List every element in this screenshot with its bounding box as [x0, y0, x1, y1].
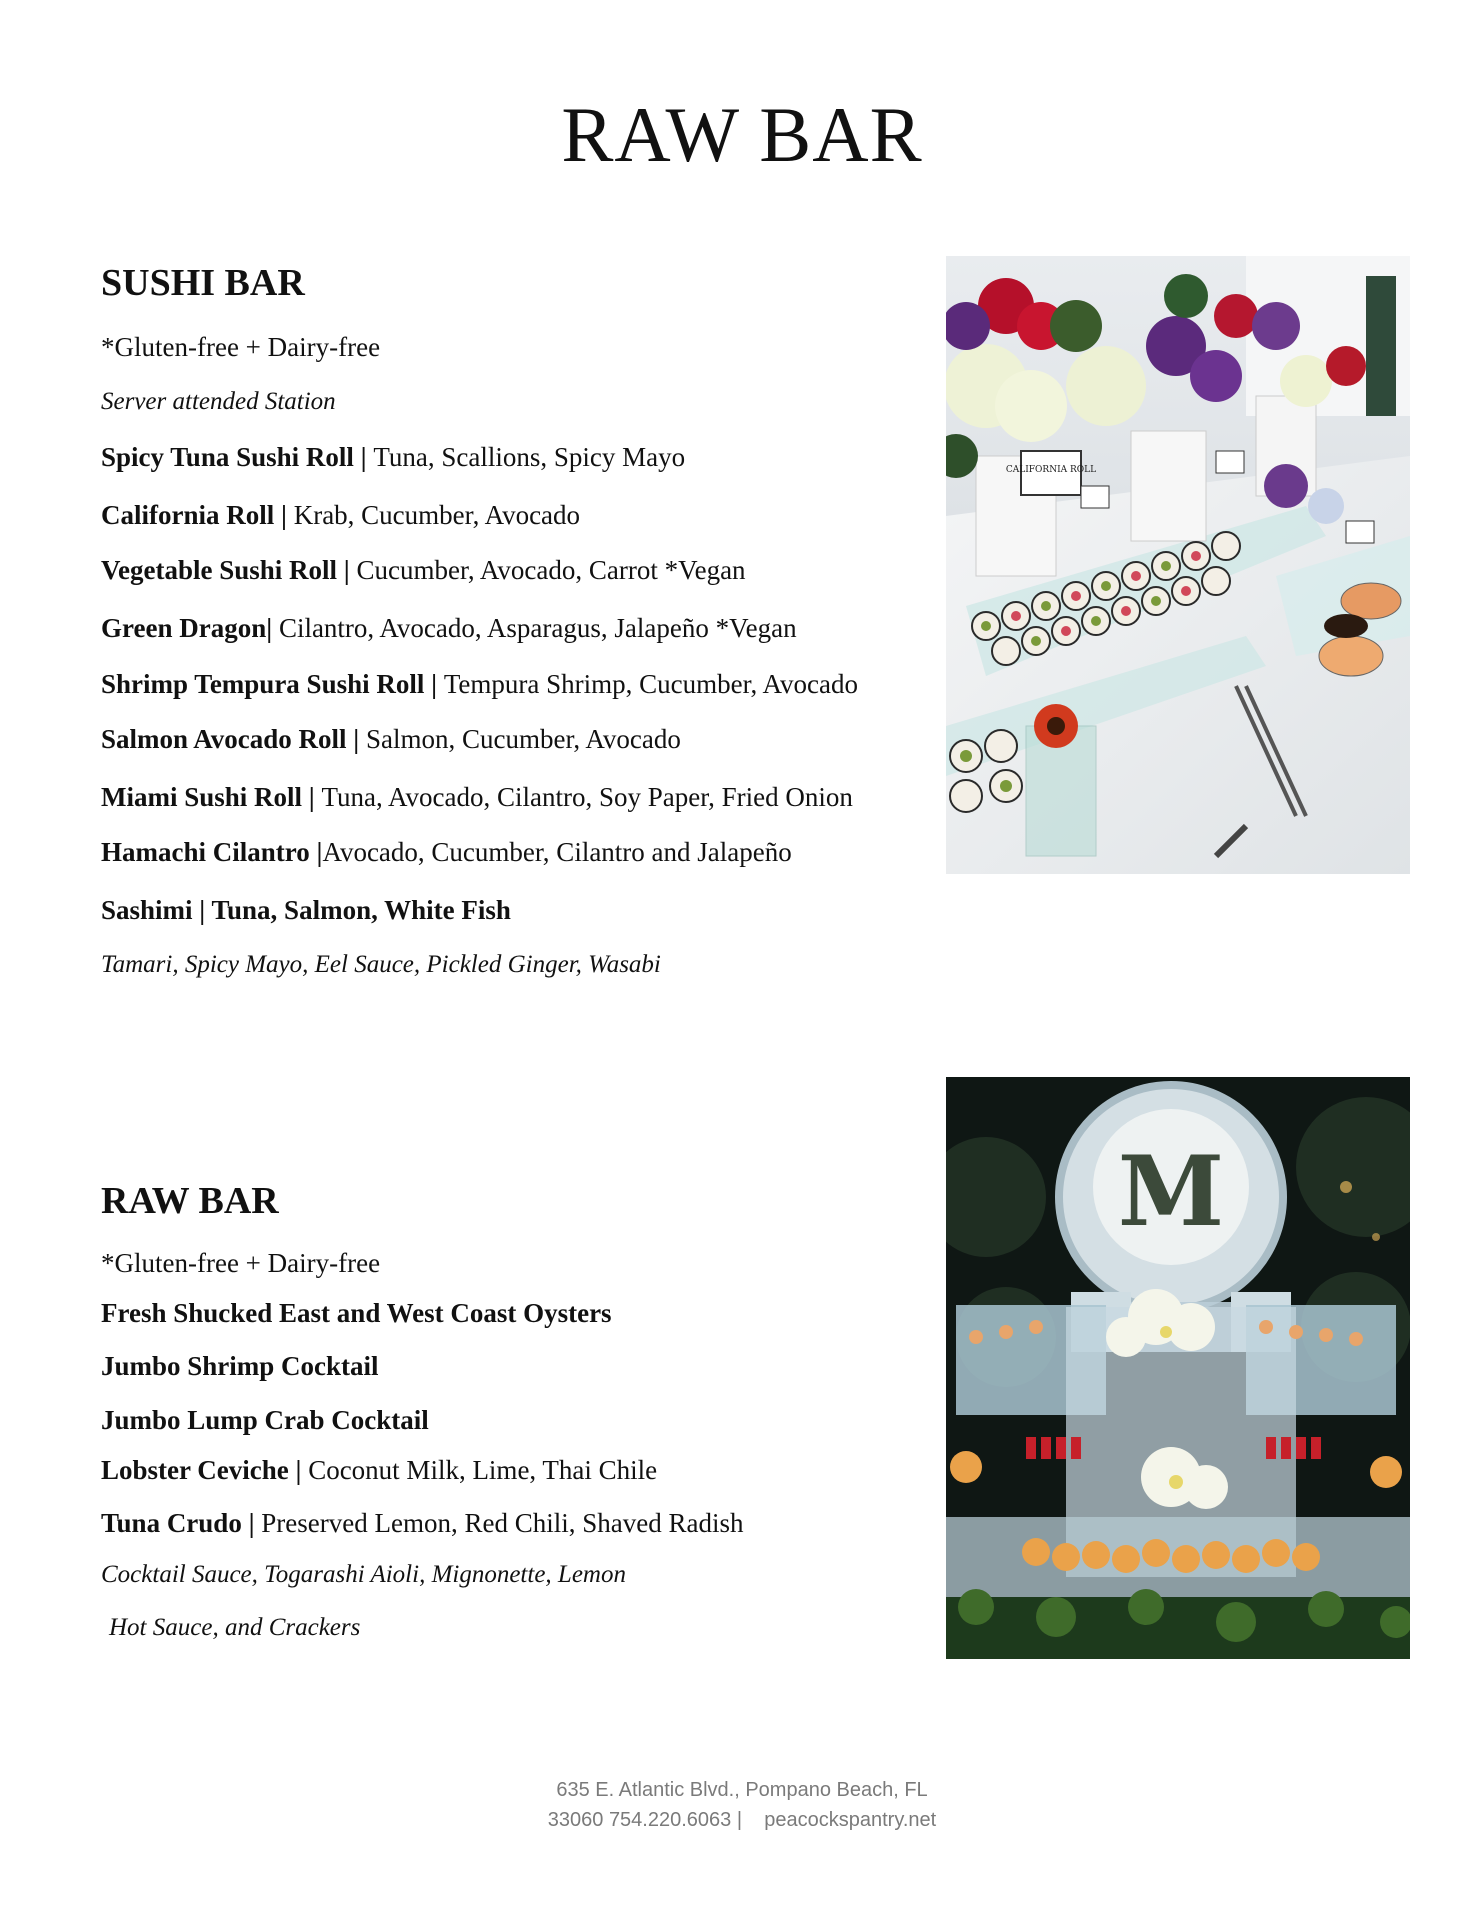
menu-item: [101, 1353, 379, 1380]
menu-item: [101, 784, 853, 811]
menu-item-separator: |: [288, 1455, 309, 1485]
menu-item-name: Fresh Shucked East and West Coast Oysters: [101, 1298, 612, 1328]
sushi-sign-text: CALIFORNIA ROLL: [1005, 465, 1097, 475]
menu-item-name: Shrimp Tempura Sushi Roll: [101, 669, 425, 699]
menu-item-description: Cucumber, Avocado, Carrot *Vegan: [356, 555, 746, 585]
menu-item: [101, 726, 681, 753]
menu-item-name: Salmon Avocado Roll: [101, 724, 347, 754]
page-title: RAW BAR: [561, 91, 923, 178]
menu-item-separator: |: [241, 1508, 262, 1538]
menu-item-name: Vegetable Sushi Roll: [101, 555, 338, 585]
menu-item-description: Avocado, Cucumber, Cilantro and Jalapeño: [322, 837, 792, 867]
raw-bar-heading: RAW BAR: [101, 1180, 279, 1222]
menu-item-separator: |: [337, 555, 357, 585]
menu-item-description: Tuna, Scallions, Spicy Mayo: [373, 442, 686, 472]
menu-item: [101, 839, 792, 866]
menu-item-name: California Roll: [101, 500, 275, 530]
sushi-bar-section: [101, 262, 921, 982]
menu-item-description: Salmon, Cucumber, Avocado: [365, 724, 681, 754]
menu-item-name: Jumbo Lump Crab Cocktail: [101, 1405, 429, 1435]
menu-item: [101, 1300, 612, 1327]
ice-logo-letter: M: [1117, 1135, 1225, 1248]
menu-item-description: Tuna, Avocado, Cilantro, Soy Paper, Fried Onion: [321, 782, 853, 812]
menu-item-description: Coconut Milk, Lime, Thai Chile: [308, 1455, 658, 1485]
menu-item-name: Tuna Crudo: [101, 1508, 242, 1538]
menu-item: [101, 502, 580, 529]
sushi-dietary-note: *Gluten-free + Dairy-free: [101, 332, 381, 362]
raw-bar-ice-sculpture-photo: [946, 1077, 1410, 1659]
raw-condiments-line2: Hot Sauce, and Crackers: [109, 1614, 361, 1641]
menu-item-description: Cilantro, Avocado, Asparagus, Jalapeño *Vegan: [278, 613, 797, 643]
menu-item-separator: |: [309, 837, 323, 867]
menu-item-separator: |: [266, 613, 279, 643]
menu-item-name: Lobster Ceviche: [101, 1455, 289, 1485]
menu-item-separator: |: [353, 442, 374, 472]
sushi-condiments: Tamari, Spicy Mayo, Eel Sauce, Pickled Ginger, Wasabi: [101, 951, 661, 978]
raw-bar-section: [101, 1180, 921, 1650]
menu-item-description: Krab, Cucumber, Avocado: [293, 500, 581, 530]
menu-item-separator: |: [424, 669, 444, 699]
menu-item-separator: |: [274, 500, 294, 530]
menu-item: [101, 1510, 743, 1537]
menu-item: [101, 444, 685, 471]
menu-item: [101, 615, 797, 642]
menu-item: [101, 557, 746, 584]
menu-item-name: Sashimi | Tuna, Salmon, White Fish: [101, 895, 511, 925]
menu-item-description: Preserved Lemon, Red Chili, Shaved Radish: [261, 1508, 744, 1538]
menu-item-name: Jumbo Shrimp Cocktail: [101, 1351, 379, 1381]
sushi-station-photo: [946, 256, 1410, 874]
menu-item-name: Miami Sushi Roll: [101, 782, 303, 812]
menu-item-name: Spicy Tuna Sushi Roll: [101, 442, 354, 472]
sushi-bar-heading: SUSHI BAR: [101, 262, 305, 304]
raw-condiments-line1: Cocktail Sauce, Togarashi Aioli, Mignonette, Lemon: [101, 1561, 626, 1588]
menu-item-name: Green Dragon: [101, 613, 267, 643]
sushi-service-note: Server attended Station: [101, 388, 336, 415]
menu-item: [101, 897, 511, 924]
menu-item-name: Hamachi Cilantro: [101, 837, 310, 867]
menu-item-description: Tempura Shrimp, Cucumber, Avocado: [443, 669, 859, 699]
raw-dietary-note: *Gluten-free + Dairy-free: [101, 1248, 381, 1278]
menu-item: [101, 1457, 657, 1484]
menu-item: [101, 1407, 429, 1434]
menu-item-separator: |: [302, 782, 322, 812]
menu-item: [101, 671, 858, 698]
menu-item-separator: |: [346, 724, 366, 754]
footer-address: 635 E. Atlantic Blvd., Pompano Beach, FL: [556, 1779, 928, 1801]
footer-contact: 33060 754.220.6063 | peacockspantry.net: [547, 1809, 937, 1831]
